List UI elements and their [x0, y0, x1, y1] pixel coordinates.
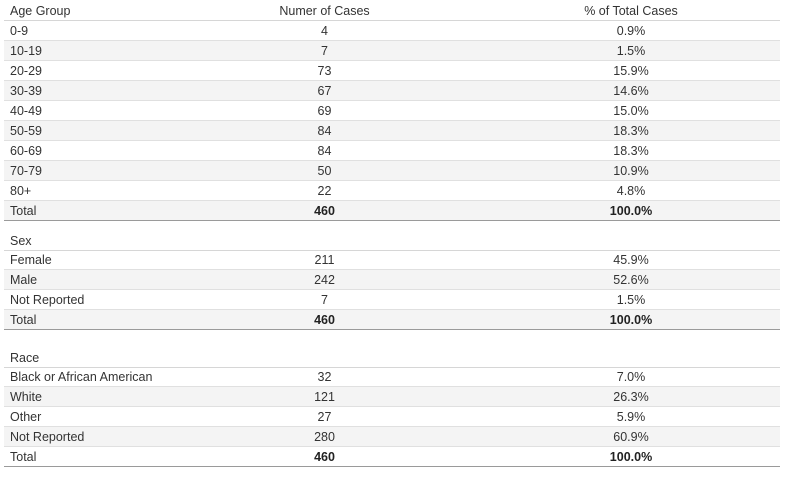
- row-label: 10-19: [10, 43, 42, 58]
- table-row: [4, 290, 780, 310]
- total-label: Total: [10, 449, 37, 464]
- row-percent: 18.3%: [613, 143, 649, 158]
- row-cases: 84: [317, 143, 332, 158]
- row-percent: 14.6%: [613, 83, 649, 98]
- table-row: [4, 81, 780, 101]
- cases-header: Numer of Cases: [279, 3, 370, 18]
- table-row: [4, 141, 780, 161]
- row-label: 50-59: [10, 123, 42, 138]
- row-cases: 242: [314, 272, 335, 287]
- row-percent: 60.9%: [613, 429, 649, 444]
- row-percent: 26.3%: [613, 389, 649, 404]
- total-percent: 100.0%: [609, 449, 653, 464]
- table-row: [4, 121, 780, 141]
- row-cases: 22: [317, 183, 332, 198]
- sex-section-header: [4, 231, 780, 251]
- row-percent: 1.5%: [616, 292, 646, 307]
- row-percent: 7.0%: [616, 369, 646, 384]
- total-label: Total: [10, 203, 37, 218]
- table-row: [4, 101, 780, 121]
- row-percent: 1.5%: [616, 43, 646, 58]
- row-label: Black or African American: [10, 369, 153, 384]
- row-cases: 84: [317, 123, 332, 138]
- row-label: 30-39: [10, 83, 42, 98]
- row-cases: 69: [317, 103, 332, 118]
- row-percent: 52.6%: [613, 272, 649, 287]
- row-cases: 50: [317, 163, 332, 178]
- row-cases: 211: [314, 252, 335, 267]
- row-label: 0-9: [10, 23, 29, 38]
- row-label: 80+: [10, 183, 32, 198]
- age-total-row: [4, 201, 780, 221]
- table-header: [4, 1, 780, 21]
- total-percent: 100.0%: [609, 312, 653, 327]
- total-label: Total: [10, 312, 37, 327]
- total-cases: 460: [314, 449, 335, 464]
- age-group-header: Age Group: [10, 3, 71, 18]
- row-label: Male: [10, 272, 38, 287]
- row-label: Female: [10, 252, 52, 267]
- table-row: [4, 41, 780, 61]
- total-cases: 460: [314, 203, 335, 218]
- percent-header: % of Total Cases: [584, 3, 678, 18]
- row-label: 40-49: [10, 103, 42, 118]
- section-title: Race: [10, 350, 40, 365]
- row-percent: 10.9%: [613, 163, 649, 178]
- table-row: [4, 21, 780, 41]
- row-cases: 7: [321, 292, 328, 307]
- sex-total-row: [4, 310, 780, 330]
- row-percent: 18.3%: [613, 123, 649, 138]
- table-row: [4, 250, 780, 270]
- row-cases: 7: [321, 43, 328, 58]
- row-percent: 5.9%: [616, 409, 646, 424]
- row-cases: 27: [317, 409, 332, 424]
- row-cases: 32: [317, 369, 332, 384]
- row-label: Not Reported: [10, 292, 85, 307]
- row-label: 60-69: [10, 143, 42, 158]
- table-row: [4, 181, 780, 201]
- row-cases: 121: [314, 389, 335, 404]
- row-cases: 67: [317, 83, 332, 98]
- row-label: White: [10, 389, 42, 404]
- total-percent: 100.0%: [609, 203, 653, 218]
- row-cases: 4: [321, 23, 328, 38]
- table-row: [4, 407, 780, 427]
- table-row: [4, 427, 780, 447]
- race-total-row: [4, 447, 780, 467]
- row-label: Other: [10, 409, 42, 424]
- row-percent: 4.8%: [616, 183, 646, 198]
- table-row: [4, 161, 780, 181]
- row-label: 20-29: [10, 63, 42, 78]
- row-percent: 0.9%: [616, 23, 646, 38]
- row-label: 70-79: [10, 163, 42, 178]
- row-label: Not Reported: [10, 429, 85, 444]
- row-percent: 15.9%: [613, 63, 649, 78]
- table-row: [4, 61, 780, 81]
- table-row: [4, 387, 780, 407]
- row-percent: 45.9%: [613, 252, 649, 267]
- row-cases: 280: [314, 429, 335, 444]
- total-cases: 460: [314, 312, 335, 327]
- table-row: [4, 367, 780, 387]
- section-title: Sex: [10, 233, 32, 248]
- row-percent: 15.0%: [613, 103, 649, 118]
- row-cases: 73: [317, 63, 332, 78]
- table-row: [4, 270, 780, 290]
- race-section-header: [4, 348, 780, 368]
